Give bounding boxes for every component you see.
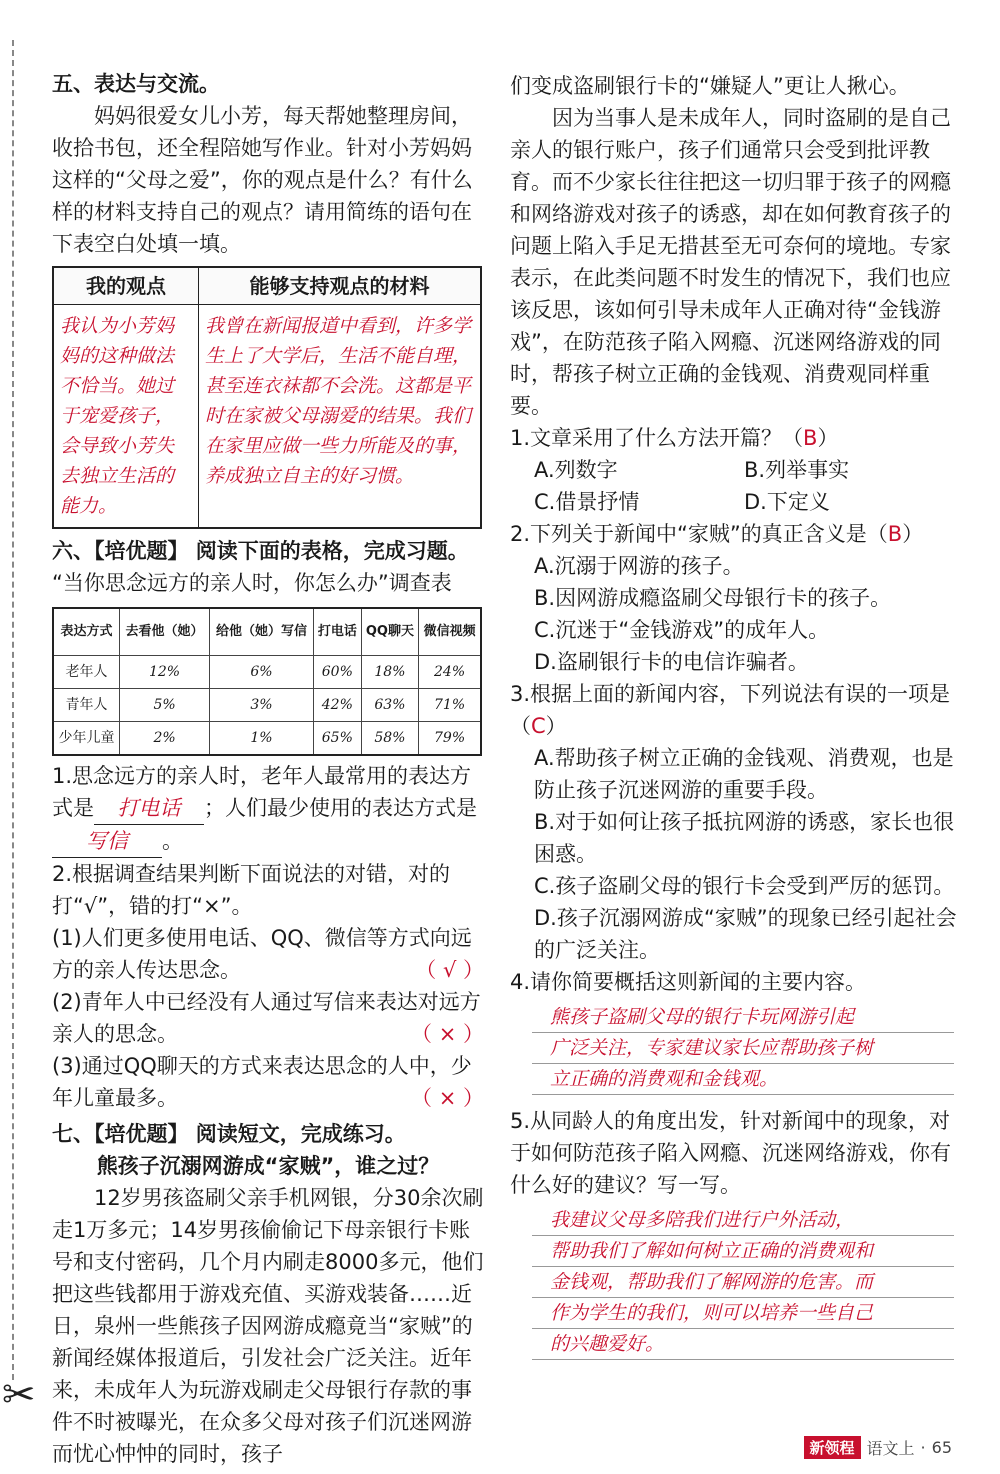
question-7-3-options: [510, 742, 958, 966]
question-7-3-text: 3.根据上面的新闻内容，下列说法有误的一项是（: [510, 682, 951, 738]
survey-cell: 71%: [419, 689, 481, 722]
survey-cell: 1%: [210, 722, 314, 756]
statement-2: [52, 986, 484, 1050]
survey-row-label: 老年人: [53, 656, 120, 689]
survey-row-label: 少年儿童: [53, 722, 120, 756]
answer-line: 帮助我们了解如何树立正确的消费观和: [532, 1236, 954, 1267]
question-6-1-text: 1.思念远方的亲人时，老年人最常用的表达方式是: [52, 764, 472, 820]
statement-1-mark: （ √ ）: [415, 958, 484, 982]
survey-cell: 2%: [120, 722, 210, 756]
question-6-1: [52, 760, 484, 858]
survey-cell: 42%: [313, 689, 361, 722]
statement-3: [52, 1050, 484, 1114]
question-7-2-close: ）: [902, 522, 924, 546]
answer-line: 我建议父母多陪我们进行户外活动，: [532, 1205, 954, 1236]
question-7-3-answer: C: [531, 714, 546, 738]
survey-row-label: 青年人: [53, 689, 120, 722]
cut-line: [12, 40, 14, 1380]
question-6-1-end: 。: [162, 829, 183, 853]
statement-3-text: (3)通过QQ聊天的方式来表达思念的人中，少年儿童最多。: [52, 1054, 472, 1110]
survey-header-1: 去看他（她）: [120, 608, 210, 656]
survey-row: [53, 689, 481, 722]
question-7-4-answer: [510, 1002, 958, 1095]
survey-table: [52, 607, 482, 756]
survey-cell: 60%: [313, 656, 361, 689]
section-7-title: 七、【培优题】 阅读短文，完成练习。: [52, 1122, 406, 1146]
survey-header-2: 给他（她）写信: [210, 608, 314, 656]
answer-line: 立正确的消费观和金钱观。: [532, 1064, 954, 1095]
survey-title: “当你思念远方的亲人时，你怎么办”调查表: [52, 571, 452, 595]
survey-cell: 6%: [210, 656, 314, 689]
left-column: [52, 68, 484, 1470]
answer-line: 金钱观，帮助我们了解网游的危害。而: [532, 1267, 954, 1298]
survey-header-4: QQ聊天: [361, 608, 419, 656]
option-item: C.沉迷于“金钱游戏”的成年人。: [534, 618, 830, 642]
question-7-2-answer: B: [887, 522, 903, 546]
survey-cell: 24%: [419, 656, 481, 689]
material-header: 能够支持观点的材料: [199, 267, 482, 305]
survey-row: [53, 722, 481, 756]
question-7-5: 5.从同龄人的角度出发，针对新闻中的现象，对于如何防范孩子陷入网瘾、沉迷网络游戏，你有什么好的建议？写一写。: [510, 1109, 951, 1197]
option-item: D.下定义: [744, 490, 830, 514]
page-number: 65: [931, 1438, 952, 1457]
option-item: B.对于如何让孩子抵抗网游的诱惑，家长也很困惑。: [534, 810, 955, 866]
question-7-2-text: 2.下列关于新闻中“家贼”的真正含义是（: [510, 522, 888, 546]
statement-1-text: (1)人们更多使用电话、QQ、微信等方式向远方的亲人传达思念。: [52, 926, 472, 982]
question-7-3-close: ）: [545, 714, 567, 738]
question-7-1-answer: B: [803, 426, 818, 450]
answer-line: 熊孩子盗刷父母的银行卡玩网游引起: [532, 1002, 954, 1033]
survey-cell: 12%: [120, 656, 210, 689]
survey-cell: 63%: [361, 689, 419, 722]
article-paragraph-2: 因为当事人是未成年人，同时盗刷的是自己亲人的银行账户，孩子们通常只会受到批评教育。而不少家长往往把这一切归罪于孩子的网瘾和网络游戏对孩子的诱惑，却在如何教育孩子的问题上陷入手足无措甚至无可奈何的境地。专家表示，在此类问题不时发生的情况下，我们也应该反思，该如何引导未成年人正确对待“金钱游戏”，在防范孩子陷入网瘾、沉迷网络游戏的同时，帮孩子树立正确的金钱观、消费观同样重要。: [510, 106, 951, 418]
statement-1: [52, 922, 484, 986]
question-6-2: 2.根据调查结果判断下面说法的对错，对的打“√”，错的打“×”。: [52, 862, 451, 918]
option-item: A.列数字: [534, 458, 618, 482]
question-7-3: [510, 678, 958, 742]
survey-header-3: 打电话: [313, 608, 361, 656]
question-7-4: 4.请你简要概括这则新闻的主要内容。: [510, 970, 867, 994]
article-title: 熊孩子沉溺网游成“家贼”，谁之过？: [96, 1154, 440, 1178]
brand-logo: 新领程: [804, 1436, 861, 1459]
question-7-1-options: [510, 454, 958, 518]
survey-row: [53, 656, 481, 689]
right-column: [510, 70, 958, 1360]
survey-cell: 58%: [361, 722, 419, 756]
opinion-header: 我的观点: [53, 267, 199, 305]
survey-cell: 65%: [313, 722, 361, 756]
answer-blank-1: 打电话: [94, 792, 204, 825]
section-6-title: 六、【培优题】 阅读下面的表格，完成习题。: [52, 539, 469, 563]
statement-2-mark: （ × ）: [411, 1022, 484, 1046]
question-7-1-close: ）: [817, 426, 839, 450]
scissors-icon: ✂: [2, 1372, 36, 1418]
answer-line: 广泛关注，专家建议家长应帮助孩子树: [532, 1033, 954, 1064]
answer-line: 作为学生的我们，则可以培养一些自己: [532, 1298, 954, 1329]
article-paragraph-1: 12岁男孩盗刷父亲手机网银，分30余次刷走1万多元；14岁男孩偷偷记下母亲银行卡账号和支付密码，几个月内刷走8000多元，他们把这些钱都用于游戏充值、买游戏装备……近日，泉州一些熊孩子因网游成瘾竟当“家贼”的新闻经媒体报道后，引发社会广泛关注。近年来，未成年人为玩游戏刷走父母银行存款的事件不时被曝光，在众多父母对孩子们沉迷网游而忧心忡忡的同时，孩子: [52, 1186, 484, 1466]
option-item: A.帮助孩子树立正确的金钱观、消费观，也是防止孩子沉迷网游的重要手段。: [534, 746, 954, 802]
statement-3-mark: （ × ）: [411, 1086, 484, 1110]
survey-header-0: 表达方式: [53, 608, 120, 656]
option-item: D.盗刷银行卡的电信诈骗者。: [534, 650, 809, 674]
question-7-1-text: 1.文章采用了什么方法开篇？（: [510, 426, 804, 450]
material-answer: 我曾在新闻报道中看到，许多学生上了大学后，生活不能自理，甚至连衣袜都不会洗。这都是平时在家被父母溺爱的结果。我们在家里应做一些力所能及的事，养成独立自主的好习惯。: [199, 305, 482, 529]
question-7-2: [510, 518, 958, 550]
footer-subject: 语文上: [866, 1439, 915, 1458]
option-item: D.孩子沉溺网游成“家贼”的现象已经引起社会的广泛关注。: [534, 906, 957, 962]
survey-header-5: 微信视频: [419, 608, 481, 656]
survey-cell: 79%: [419, 722, 481, 756]
question-6-1-mid: ；人们最少使用的表达方式是: [204, 796, 477, 820]
survey-cell: 18%: [361, 656, 419, 689]
opinion-table: [52, 266, 482, 529]
section-5-prompt: 妈妈很爱女儿小芳，每天帮她整理房间，收拾书包，还全程陪她写作业。针对小芳妈妈这样的“父母之爱”，你的观点是什么？有什么样的材料支持自己的观点？请用简练的语句在下表空白处填一填。: [52, 104, 473, 256]
question-7-1: [510, 422, 958, 454]
survey-cell: 3%: [210, 689, 314, 722]
section-5-title: 五、表达与交流。: [52, 72, 220, 96]
article-paragraph-1-cont: 们变成盗刷银行卡的“嫌疑人”更让人揪心。: [510, 74, 910, 98]
option-item: B.列举事实: [744, 458, 850, 482]
option-item: A.沉溺于网游的孩子。: [534, 554, 744, 578]
option-item: B.因网游成瘾盗刷父母银行卡的孩子。: [534, 586, 892, 610]
survey-cell: 5%: [120, 689, 210, 722]
opinion-answer: 我认为小芳妈妈的这种做法不恰当。她过于宠爱孩子，会导致小芳失去独立生活的能力。: [53, 305, 199, 529]
question-7-2-options: [510, 550, 958, 678]
answer-line: 的兴趣爱好。: [532, 1329, 954, 1360]
statement-2-text: (2)青年人中已经没有人通过写信来表达对远方亲人的思念。: [52, 990, 481, 1046]
question-7-5-answer: [510, 1205, 958, 1360]
option-item: C.借景抒情: [534, 490, 640, 514]
option-item: C.孩子盗刷父母的银行卡会受到严厉的惩罚。: [534, 874, 955, 898]
answer-blank-2: 写信: [52, 825, 162, 858]
page-footer: 新领程 语文上 · 65: [804, 1436, 952, 1459]
